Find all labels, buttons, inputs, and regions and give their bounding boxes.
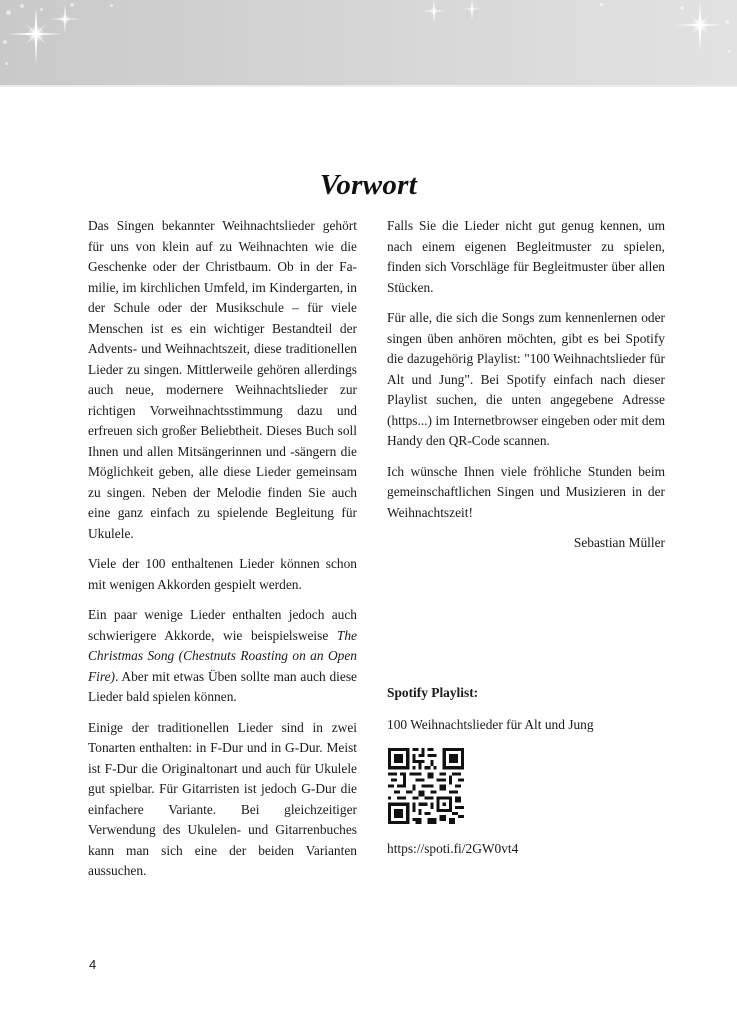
playlist-heading: Spotify Playlist: xyxy=(387,685,479,700)
right-column xyxy=(387,216,665,564)
sparkle-icon xyxy=(462,0,482,20)
snow-dot xyxy=(725,20,729,24)
paragraph-accompaniment: Falls Sie die Lieder nicht gut genug kennen, um nach einem eigenen Begleitmuster zu spielen, finden sich Vorschläge für Begleitmuster über allen Stücken. xyxy=(387,218,665,295)
sparkle-icon xyxy=(422,0,446,24)
paragraph-spotify: Für alle, die sich die Songs zum kennenlernen oder singen üben anhören möchten, gibt es bei Spotify die dazugehörig Playlist: "100 Weihnachtslieder für Alt und Jung". Bei Spotify einfach nach dieser Playlist suchen, die unten angegebene Adresse (https...) im Internetbrowser eingeben oder mit dem Handy den QR-Code scannen. xyxy=(387,310,665,448)
spotify-playlist-section xyxy=(387,683,665,735)
playlist-name: 100 Weihnachtslieder für Alt und Jung xyxy=(387,716,594,732)
sparkle-icon xyxy=(675,2,725,52)
snow-dot xyxy=(728,50,731,53)
christmas-banner xyxy=(0,0,737,87)
qr-code-icon[interactable] xyxy=(388,748,464,824)
sparkle-icon xyxy=(50,4,80,34)
author-signature: Sebastian Müller xyxy=(573,535,665,550)
playlist-url-link[interactable]: https://spoti.fi/2GW0vt4 xyxy=(387,841,519,856)
snow-dot xyxy=(3,40,7,44)
left-column xyxy=(88,216,357,882)
paragraph-difficult-chords xyxy=(88,605,357,708)
snow-dot xyxy=(600,3,603,6)
page-title: Vorwort xyxy=(319,169,418,202)
text-segment: Ein paar wenige Lieder enthalten jedoch auch schwierigere Akkorde, wie beispielsweise xyxy=(88,607,357,643)
page-number: 4 xyxy=(89,957,97,972)
text-segment: . Aber mit etwas Üben sollte man auch diese Lieder bald spielen können. xyxy=(88,668,357,704)
paragraph-intro: Das Singen bekannter Weihnachtslieder gehört für uns von klein auf zu Weihnachten wie die Geschenke oder der Christbaum. Ob in der Familie, im kirchlichen Umfeld, im Kindergarten, in der Schule oder der Musikschule – für viele Menschen ist es ein wichtiger Bestandteil der Advents- und Weihnachtszeit, diese traditionellen Lieder zu singen. Mittlerweile gehören allerdings auch neue, modernere Weihnachtslieder zur richtigen Vorweihnachtsstimmung dazu und erfreuen sich großer Beliebtheit. Dieses Buch soll Ihnen und allen Mitsängerinnen und -sängern die Möglichkeit geben, alle diese Lieder gemeinsam zu singen. Neben der Melodie finden Sie auch eine ganz einfach zu spielende Begleitung für Ukulele. xyxy=(88,218,357,541)
song-title-italic: The Christmas Song (Chestnuts Roasting on an Open Fire) xyxy=(88,627,357,684)
paragraph-wishes: Ich wünsche Ihnen viele fröhliche Stunden beim gemeinschaftlichen Singen und Musizieren in der Weihnachtszeit! xyxy=(387,463,665,520)
snow-dot xyxy=(110,4,113,7)
paragraph-keys: Einige der traditionellen Lieder sind in zwei Tonarten enthalten: in F-Dur und in G-Dur. Meist ist F-Dur die Originaltonart und auch für Ukulele gut spielbar. Für Gitarristen ist jedoch G-Dur die einfachere Variante. Bei gleichzeitiger Verwendung des Ukulelen- und Gitarrenbuches kann man sich eine der beiden Varianten aussuchen. xyxy=(88,719,357,878)
paragraph-chords: Viele der 100 enthaltenen Lieder können schon mit wenigen Akkorden gespielt werden. xyxy=(88,556,357,592)
